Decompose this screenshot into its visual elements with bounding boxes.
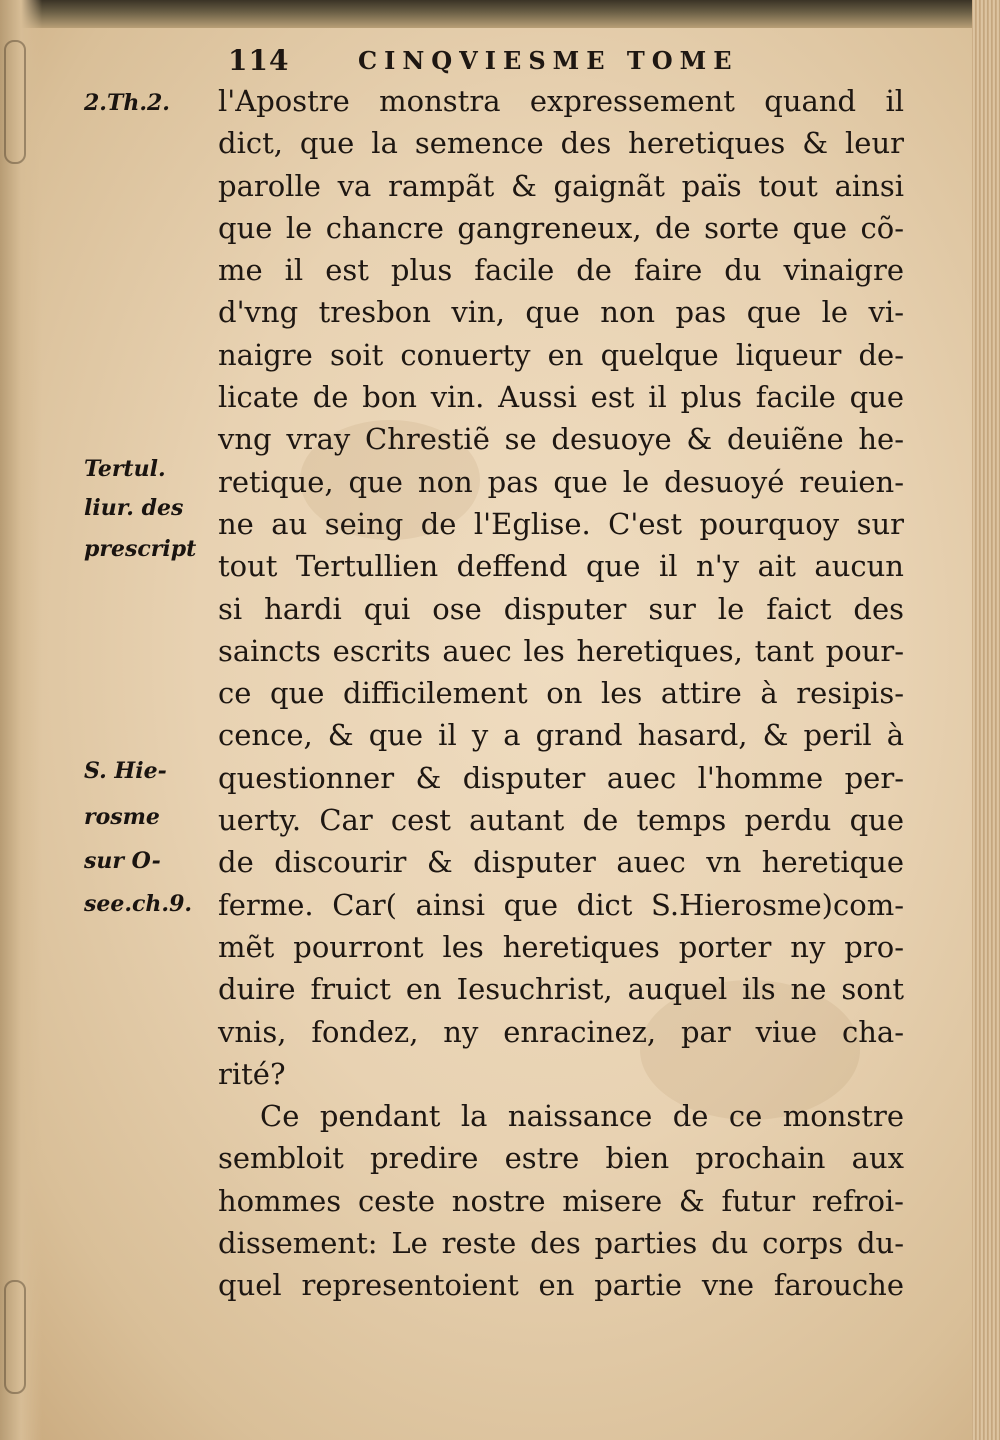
text-line: naigre soit conuerty en quelque liqueur de- [218,337,904,372]
page-top-edge [0,0,1000,28]
text-line: dict, que la semence des heretiques & leur [218,126,904,161]
text-line: questionner & disputer auec l'homme per- [218,760,904,795]
page-fore-edge [972,0,1000,1440]
margin-note: liur. des [84,495,184,521]
binding-thread-mark [4,40,26,164]
text-line: parolle va rampãt & gaignãt païs tout ainsi [218,168,904,203]
text-line: hommes ceste nostre misere & futur refroi- [218,1183,904,1218]
body-text [218,80,904,1307]
page-number: 114 [228,44,290,77]
text-line: ce que difficilement on les attire à resipis- [218,676,904,711]
binding-thread-mark [4,1280,26,1394]
text-line: l'Apostre monstra expressement quand il [218,84,904,118]
text-line: tout Tertullien deffend que il n'y ait aucun [218,549,904,584]
text-line: de discourir & disputer auec vn heretique [218,845,904,880]
margin-note: see.ch.9. [84,891,193,917]
text-line: duire fruict en Iesuchrist, auquel ils ne sont [218,972,904,1007]
text-line: sembloit predire estre bien prochain aux [218,1141,904,1176]
text-line: mẽt pourront les heretiques porter ny pro- [218,929,904,964]
text-line: que le chancre gangreneux, de sorte que cõ- [218,210,904,245]
text-line: d'vng tresbon vin, que non pas que le vi- [218,295,904,330]
binding-gutter [0,0,42,1440]
margin-note: Tertul. [84,456,166,482]
margin-note: sur O- [84,848,161,874]
running-title: CINQVIESME TOME [358,46,739,75]
text-line: me il est plus facile de faire du vinaigre [218,253,904,288]
text-line: si hardi qui ose disputer sur le faict des [218,591,904,626]
text-line: licate de bon vin. Aussi est il plus facile que [218,380,904,415]
margin-note: rosme [84,804,160,830]
margin-note: prescript [84,536,197,562]
margin-note: 2.Th.2. [84,90,170,116]
text-line: vnis, fondez, ny enracinez, par viue cha- [218,1014,904,1049]
running-head [228,44,788,84]
text-line: retique, que non pas que le desuoyé reuien- [218,464,904,499]
text-line: quel representoient en partie vne farouche [218,1268,904,1303]
text-line: cence, & que il y a grand hasard, & peril à [218,718,904,753]
margin-note: S. Hie- [84,758,167,784]
paragraph-first-line: Ce pendant la naissance de ce monstre [260,1099,904,1134]
text-line: vng vray Chrestiẽ se desuoye & deuiẽne he- [218,422,904,457]
text-line: saincts escrits auec les heretiques, tant pour- [218,633,904,668]
text-line: ne au seing de l'Eglise. C'est pourquoy sur [218,506,904,541]
text-line: ferme. Car( ainsi que dict S.Hierosme)com- [218,887,904,922]
text-line: uerty. Car cest autant de temps perdu que [218,803,904,838]
text-line: rité? [218,1056,286,1091]
text-line: dissement: Le reste des parties du corps du- [218,1226,904,1261]
